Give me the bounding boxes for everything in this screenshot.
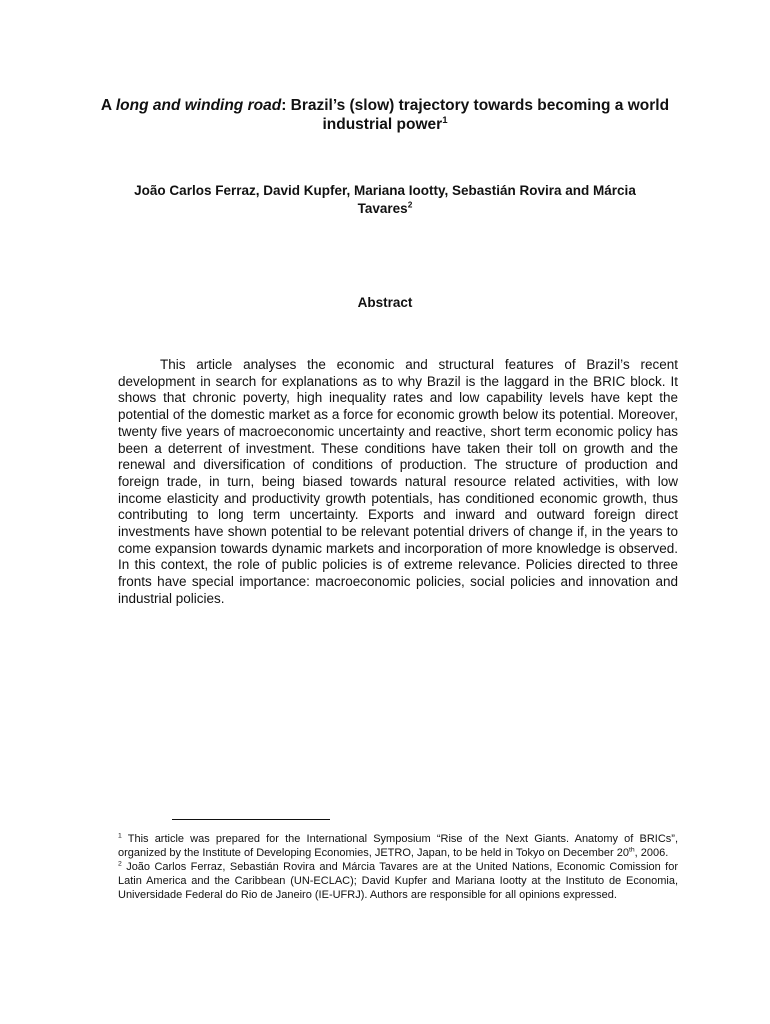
author-list [110, 182, 660, 218]
title-rest: : Brazil’s (slow) trajectory towards becoming a world industrial power [281, 97, 670, 133]
footnote-2-text: João Carlos Ferraz, Sebastián Rovira and Márcia Tavares are at the United Nations, Economic Comission for Latin America and the Caribbean (UN-ECLAC); David Kupfer and Mariana Iootty at the Instituto de Economia, Universidade Federal do Rio de Janeiro (IE-UFRJ). Authors are responsible for all opinions expressed. [118, 860, 678, 901]
footnote-2 [118, 861, 678, 903]
footnote-separator [172, 819, 330, 820]
author-names: João Carlos Ferraz, David Kupfer, Mariana Iootty, Sebastián Rovira and Márcia Tavares [134, 183, 636, 216]
title-prefix: A [100, 97, 116, 114]
footnote-2-mark: 2 [118, 860, 122, 868]
title-footnote-mark: 1 [442, 114, 448, 126]
abstract-heading: Abstract [357, 295, 413, 310]
title-italic-part: long and winding road [115, 97, 282, 114]
footnotes [118, 833, 678, 903]
footnote-1-text: This article was prepared for the International Symposium “Rise of the Next Giants. Anatomy of BRICs”, organized by the Institute of Developing Economies, JETRO, Japan, to be held in Tokyo on December 20 [118, 833, 678, 859]
paper-title [100, 96, 670, 134]
footnote-1-text-end: , 2006. [634, 846, 669, 859]
authors-footnote-mark: 2 [407, 199, 413, 210]
abstract-body: This article analyses the economic and structural features of Brazil’s recent development in search for explanations as to why Brazil is the laggard in the BRIC block. It shows that chronic poverty, high inequality rates and low capability levels have kept the potential of the domestic market as a force for economic growth below its potential. Moreover, twenty five years of macroeconomic uncertainty and reactive, short term economic policy has been a deterrent of investment. These conditions have taken their toll on growth and the renewal and diversification of conditions of production. The structure of production and foreign trade, in turn, being biased towards natural resource related activities, with low income elasticity and productivity growth potentials, has conditioned economic growth, thus contributing to long term uncertainty. Exports and inward and outward foreign direct investments have shown potential to be relevant potential drivers of change if, in the years to come expansion towards dynamic markets and incorporation of more knowledge is observed. In this context, the role of public policies is of extreme relevance. Policies directed to three fronts have special importance: macroeconomic policies, social policies and innovation and industrial policies. [118, 357, 678, 606]
footnote-1 [118, 833, 678, 861]
footnote-1-ordinal: th [628, 846, 635, 854]
footnote-1-mark: 1 [118, 832, 122, 840]
